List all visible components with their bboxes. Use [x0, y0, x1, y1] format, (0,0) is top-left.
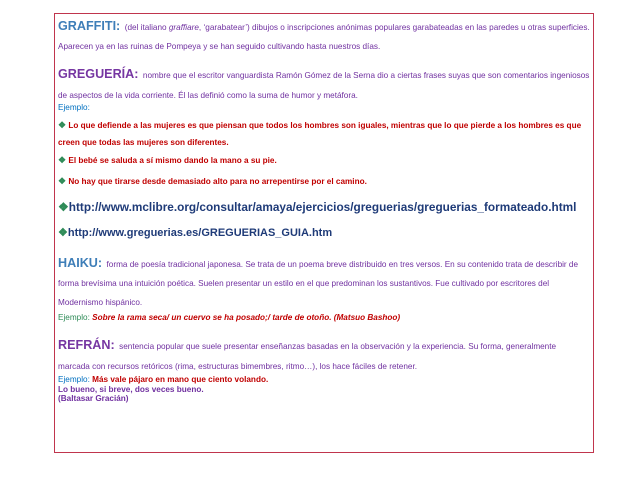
haiku-section — [58, 253, 590, 311]
greguerias-link-1[interactable]: ❖http://www.mclibre.org/consultar/amaya/ejercicios/greguerias/greguerias_formateado.html — [58, 200, 577, 215]
refran-example-2: Lo bueno, si breve, dos veces bueno. — [58, 384, 204, 394]
refran-section — [58, 335, 590, 373]
greguerias-link-2[interactable]: ❖http://www.greguerias.es/GREGUERIAS_GUIA.htm — [58, 226, 333, 239]
greguerias-example-label: Ejemplo: — [58, 102, 90, 112]
greguerias-term: GREGUERÍA: — [58, 67, 139, 82]
graffiti-term: GRAFFITI: — [58, 19, 121, 33]
greguerias-example-1: ❖ Lo que defiende a las mujeres es que piensan que todos los hombres son iguales, mientras que lo que pierde a los hombres es que creen que todas las mujeres son diferentes. — [58, 119, 582, 148]
haiku-term: HAIKU: — [58, 255, 103, 270]
greguerias-section — [58, 64, 590, 102]
refran-example-label: Ejemplo: — [58, 374, 90, 384]
diamond-bullet-icon: ❖ — [58, 175, 67, 186]
haiku-example-label: Ejemplo: — [58, 312, 90, 322]
haiku-example — [58, 313, 590, 323]
diamond-bullet-icon: ❖ — [58, 200, 69, 215]
greguerias-definition: nombre que el escritor vanguardista Ramón Gómez de la Serna dio a ciertas frases suyas que son comentarios ingeniosos de aspectos de la vida corriente. Él las definió como la suma de humor y metáfora. — [58, 71, 590, 100]
refran-definition: sentencia popular que suele presentar enseñanzas basadas en la observación y la experiencia. Su forma, generalmente marcada con recursos retóricos (rima, estructuras bimembres, ritmo…), los hace fáciles de retener. — [58, 342, 557, 371]
diamond-bullet-icon: ❖ — [58, 119, 67, 130]
diamond-bullet-icon: ❖ — [58, 154, 67, 165]
slide-content — [58, 14, 590, 404]
greguerias-example-2: ❖ El bebé se saluda a sí mismo dando la mano a su pie. — [58, 154, 277, 165]
graffiti-definition: (del italiano graffiare, ‘garabatear’) dibujos o inscripciones anónimas populares garabateadas en las paredes u otras superficies. Aparecen ya en las ruinas de Pompeya y se han seguido cultivando hasta nuestros días. — [58, 23, 590, 52]
haiku-example-text: Sobre la rama seca/ un cuervo se ha posado;/ tarde de otoño. (Matsuo Bashoo) — [92, 312, 401, 322]
graffiti-section — [58, 16, 590, 54]
refran-example-1: Más vale pájaro en mano que ciento volando. — [92, 374, 269, 384]
refran-example — [58, 375, 590, 385]
refran-term: REFRÁN: — [58, 338, 115, 353]
haiku-definition: forma de poesía tradicional japonesa. Se trata de un poema breve distribuido en tres versos. En su contenido trata de describir de forma brevísima una intuición poética. Suelen presentar un estilo en el que predominan los sustantivos. Fue cultivado por escritores del Modernismo hispánico. — [58, 259, 579, 308]
refran-example-author: (Baltasar Gracián) — [58, 394, 129, 404]
diamond-bullet-icon: ❖ — [58, 226, 68, 239]
greguerias-example-3: ❖ No hay que tirarse desde demasiado alto para no arrepentirse por el camino. — [58, 175, 367, 186]
